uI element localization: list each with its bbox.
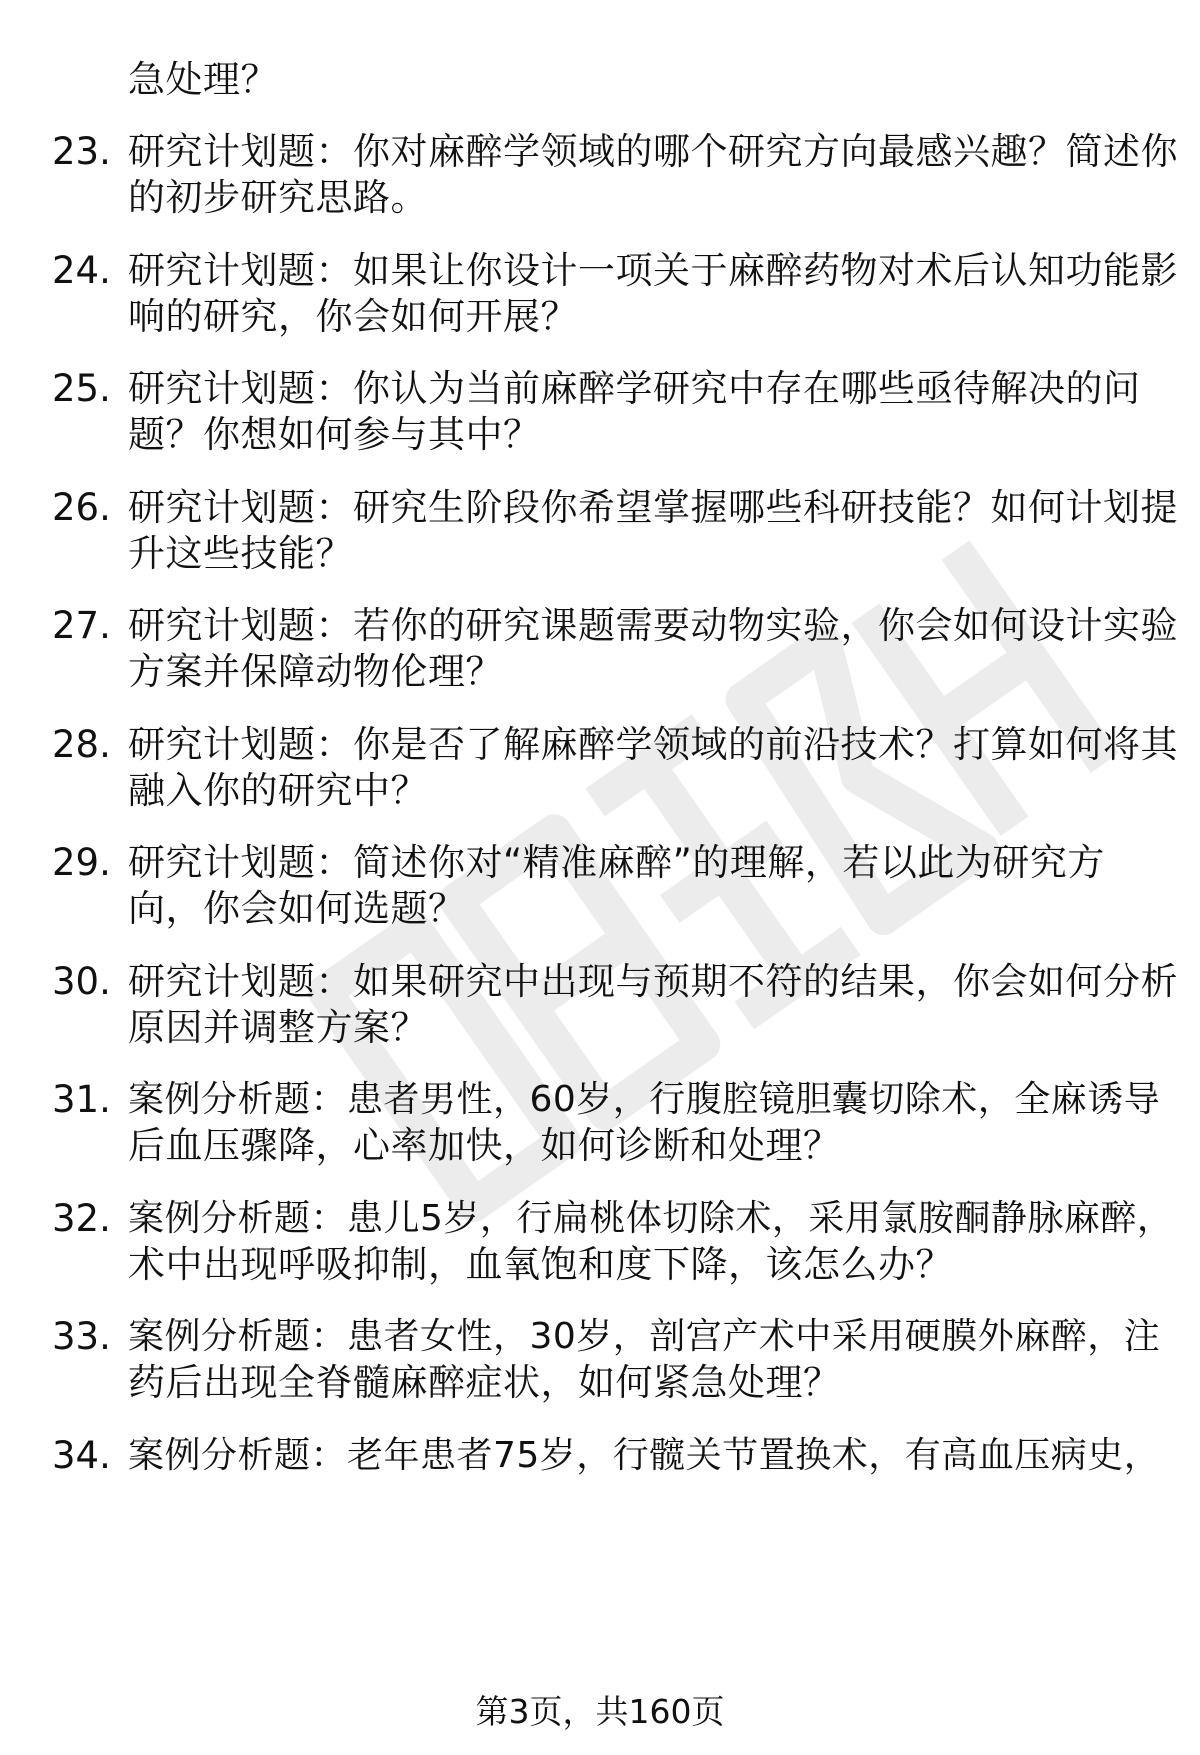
list-item-text: 研究计划题：你是否了解麻醉学领域的前沿技术？打算如何将其 [128,723,1178,766]
list-item-text: 研究计划题：你认为当前麻醉学研究中存在哪些亟待解决的问 [128,367,1141,410]
list-item-text: 研究计划题：简述你对“精准麻醉”的理解，若以此为研究方 [128,841,1105,884]
list-item-text: 的初步研究思路。 [128,176,428,219]
list-number: 25. [52,367,111,410]
list-item-text: 研究计划题：你对麻醉学领域的哪个研究方向最感兴趣？简述你 [128,130,1178,173]
list-number: 29. [52,841,111,884]
list-item-text: 案例分析题：患者男性，60岁，行腹腔镜胆囊切除术，全麻诱导 [128,1079,1161,1120]
list-number: 26. [52,486,111,529]
list-item-text: 研究计划题：研究生阶段你希望掌握哪些科研技能？如何计划提 [128,486,1178,529]
list-item-text: 向，你会如何选题？ [128,887,466,930]
list-number: 30. [52,960,111,1003]
list-number: 27. [52,604,111,647]
list-item-text: 案例分析题：患者女性，30岁，剖宫产术中采用硬膜外麻醉，注 [128,1316,1161,1357]
list-item-text: 升这些技能？ [128,532,353,575]
list-item-text: 研究计划题：若你的研究课题需要动物实验，你会如何设计实验 [128,604,1178,647]
list-item-text: 急处理？ [128,58,278,101]
list-item-text: 响的研究，你会如何开展？ [128,295,578,338]
list-number: 23. [52,130,111,173]
list-item-text: 研究计划题：如果研究中出现与预期不符的结果，你会如何分析 [128,960,1178,1003]
list-number: 24. [52,249,111,292]
list-number: 31. [52,1078,111,1121]
list-item-text: 术中出现呼吸抑制，血氧饱和度下降，该怎么办？ [128,1243,953,1286]
list-item-text: 案例分析题：老年患者75岁，行髋关节置换术，有高血压病史， [128,1435,1161,1476]
list-item-text: 原因并调整方案？ [128,1006,428,1049]
list-item-text: 研究计划题：如果让你设计一项关于麻醉药物对术后认知功能影 [128,249,1178,292]
list-number: 33. [52,1315,111,1358]
list-number: 32. [52,1197,111,1240]
list-item-text: 融入你的研究中？ [128,769,428,812]
list-item-text: 案例分析题：患儿5岁，行扁桃体切除术，采用氯胺酮静脉麻醉， [128,1198,1174,1239]
list-number: 34. [52,1434,111,1477]
list-item-text: 题？你想如何参与其中？ [128,413,541,456]
list-item-text: 方案并保障动物伦理？ [128,650,503,693]
list-item-text: 药后出现全脊髓麻醉症状，如何紧急处理？ [128,1361,841,1404]
page-footer: 第3页，共160页 [475,1692,725,1731]
list-number: 28. [52,723,111,766]
list-item-text: 后血压骤降，心率加快，如何诊断和处理？ [128,1124,841,1167]
